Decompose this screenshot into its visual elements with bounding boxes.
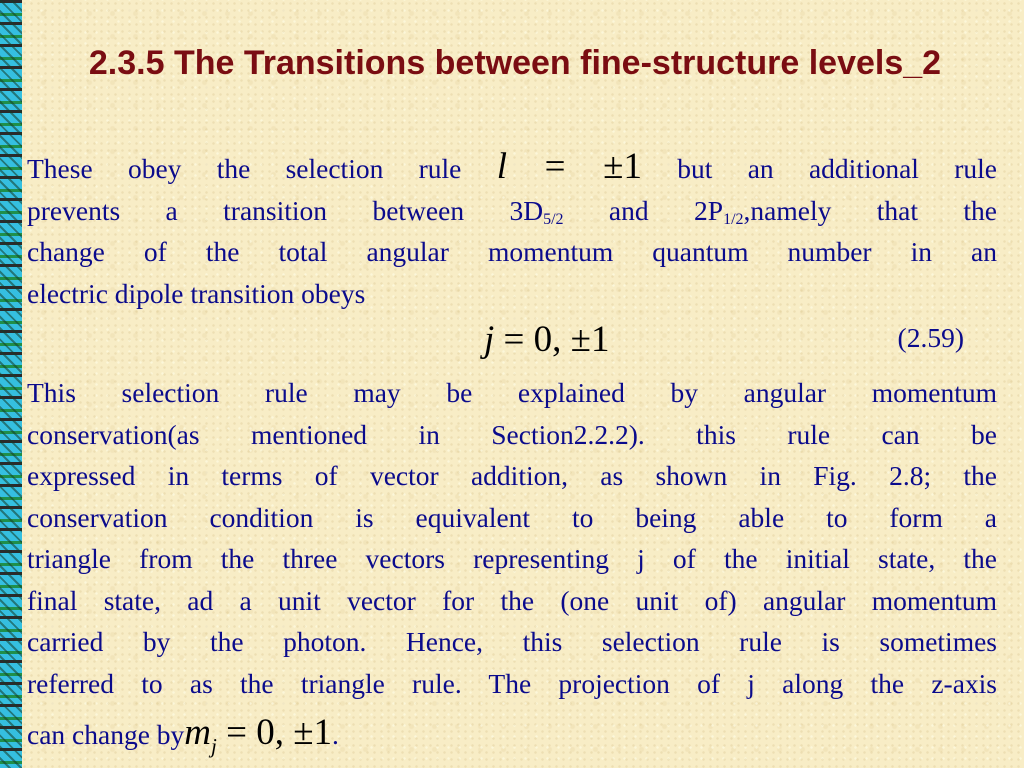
paragraph-2-line-7: carried by the photon. Hence, this selection rule is sometimes — [27, 626, 997, 657]
paragraph-2-line-9 — [27, 712, 997, 768]
math-rest: = 0, ±1 — [216, 712, 333, 753]
text-segment: These obey the selection rule — [27, 153, 462, 184]
paragraph-2-line-4: conservation condition is equivalent to being able to form a — [27, 502, 997, 533]
subscript-1-2: 1/2 — [723, 211, 744, 228]
selection-rule-mj-math — [184, 712, 333, 758]
paragraph-2-line-2: conservation(as mentioned in Section2.2.2). this rule can be — [27, 419, 997, 450]
math-rest: = 0, ±1 — [494, 319, 610, 360]
text-segment: and 2P — [563, 195, 724, 226]
equation-number: (2.59) — [897, 322, 964, 353]
math-var-j: j — [484, 319, 495, 360]
text-segment: ,namely that the — [743, 195, 997, 226]
slide-title: 2.3.5 The Transitions between fine-structure levels_2 — [88, 44, 942, 82]
text-segment: but an additional rule — [677, 153, 997, 184]
selection-rule-l-math — [497, 146, 642, 187]
paragraph-2-line-1: This selection rule may be explained by angular momentum — [27, 377, 997, 408]
paragraph-2-line-5: triangle from the three vectors representing j of the initial state, the — [27, 543, 997, 574]
paragraph-2-line-3: expressed in terms of vector addition, as shown in Fig. 2.8; the — [27, 460, 997, 491]
paragraph-2-line-6: final state, ad a unit vector for the (one unit of) angular momentum — [27, 585, 997, 616]
text-segment: can change by — [27, 719, 185, 750]
paragraph-2-line-8: referred to as the triangle rule. The projection of j along the z-axis — [27, 668, 997, 699]
paragraph-1-line-1 — [27, 146, 997, 190]
paragraph-1-line-3: change of the total angular momentum quantum number in an — [27, 236, 997, 267]
math-var-l: l — [496, 146, 507, 187]
equation-2-59 — [484, 318, 964, 366]
text-segment: prevents a transition between 3D — [27, 195, 544, 226]
text-segment: . — [332, 719, 339, 750]
paragraph-1-line-4: electric dipole transition obeys — [27, 278, 366, 309]
math-subscript-j: j — [211, 734, 217, 758]
subscript-5-2: 5/2 — [543, 211, 564, 228]
decorative-left-border — [0, 0, 22, 768]
equation-math — [484, 319, 609, 360]
math-rest: = ±1 — [506, 146, 642, 187]
math-var-m: m — [184, 712, 212, 753]
